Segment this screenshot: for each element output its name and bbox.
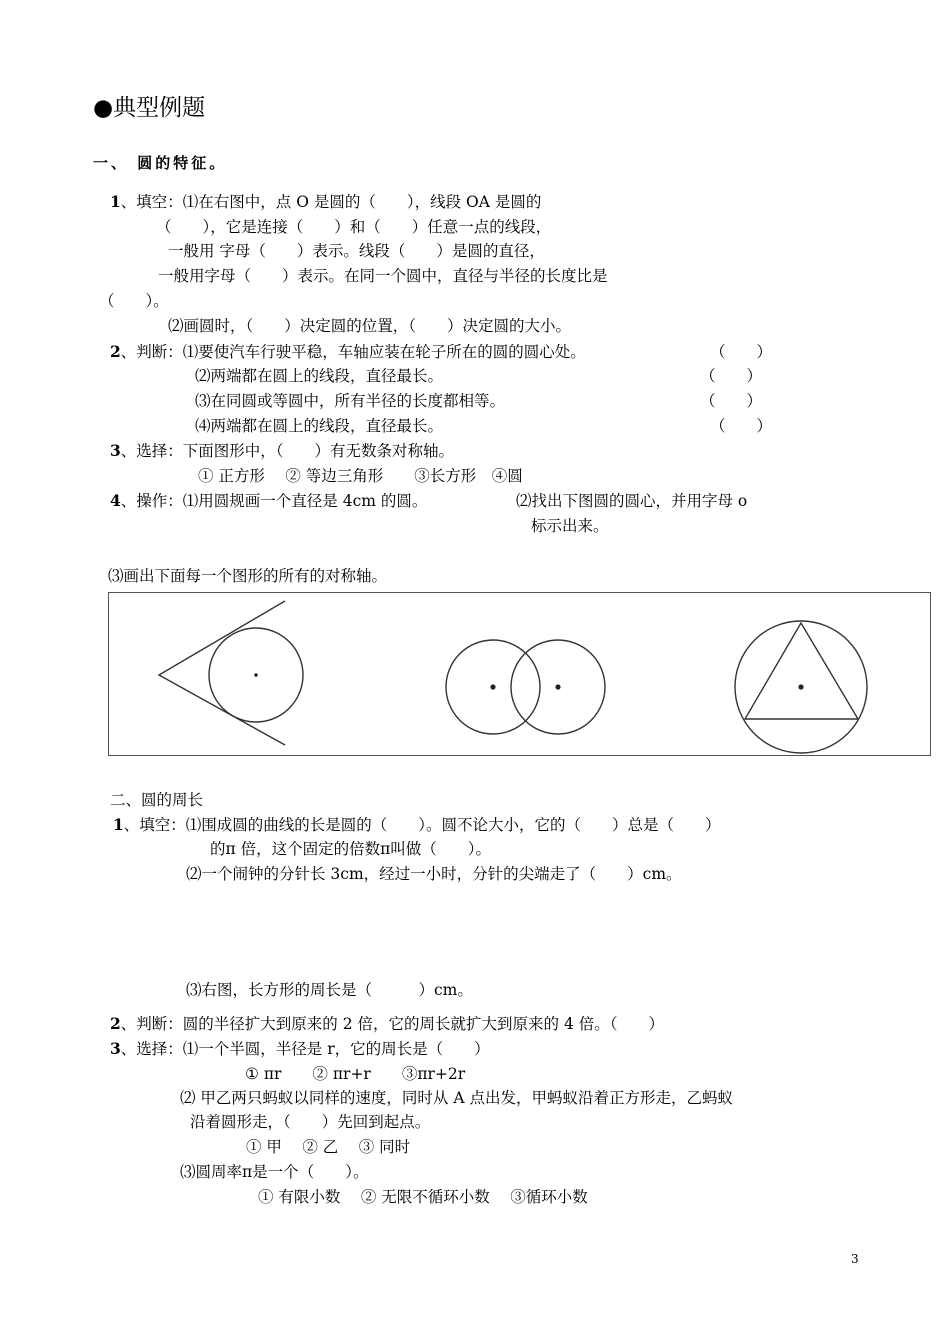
s2-q3-line3: ⑵ 甲乙两只蚂蚁以同样的速度，同时从 A 点出发，甲蚂蚁沿着正方形走，乙蚂蚁 (180, 1089, 733, 1107)
section2-title: 二、圆的周长 (110, 791, 204, 809)
q4-line1b: ⑵找出下图圆的圆心，并用字母 o (516, 492, 748, 510)
q4-line3: ⑶画出下面每一个图形的所有的对称轴。 (108, 567, 388, 585)
q1-line3: 一般用 字母（ ）表示。线段（ ）是圆的直径， (168, 242, 545, 260)
q3-number: 3 (110, 441, 121, 460)
q4-text1: 、操作：⑴用圆规画一个直径是 4cm 的圆。 (120, 492, 428, 510)
s2-q2-line1 (110, 1014, 664, 1034)
s2-q1-text1: 、填空：⑴围成圆的曲线的长是圆的（ ）。圆不论大小，它的（ ）总是（ ） (123, 816, 721, 834)
figure2-left-center-dot (490, 684, 495, 689)
s2-q2-text1: 、判断：圆的半径扩大到原来的 2 倍，它的周长就扩大到原来的 4 倍。（ ） (120, 1015, 664, 1033)
symmetry-figures (108, 592, 931, 756)
q1-text1: 、填空：⑴在右图中，点 O 是圆的（ ），线段 OA 是圆的 (120, 193, 542, 211)
q3-line1 (110, 441, 454, 461)
s2-q2-number: 2 (110, 1014, 121, 1033)
q2-line2: ⑵两端都在圆上的线段，直径最长。 (195, 367, 444, 385)
q3-text1: 、选择：下面图形中，（ ）有无数条对称轴。 (120, 442, 455, 460)
s2-q3-options3: ① 有限小数 ② 无限不循环小数 ③循环小数 (258, 1188, 588, 1206)
s2-q3-line6: ⑶圆周率π是一个（ ）。 (180, 1163, 369, 1181)
s2-q3-options2: ① 甲 ② 乙 ③ 同时 (246, 1138, 411, 1156)
figure3-center-dot (798, 684, 803, 689)
q1-line4: 一般用字母（ ）表示。在同一个圆中，直径与半径的长度比是 (158, 267, 608, 285)
s2-q1-line1 (113, 815, 721, 835)
page-number: 3 (851, 1252, 859, 1266)
q2-text1: 、判断：⑴要使汽车行驶平稳，车轴应装在轮子所在的圆的圆心处。 (120, 343, 586, 361)
q4-line2: 标示出来。 (531, 517, 609, 535)
q2-line4: ⑷两端都在圆上的线段，直径最长。 (195, 417, 444, 435)
s2-q3-text1: 、选择：⑴一个半圆，半径是 r，它的周长是（ ） (120, 1040, 490, 1058)
section1-title: 一、 圆的特征。 (93, 154, 228, 172)
q1-line1 (110, 192, 541, 212)
s2-q3-number: 3 (110, 1039, 121, 1058)
q2-paren3: （ ） (700, 392, 763, 410)
s2-q1-line4: ⑶右图，长方形的周长是（ ）cm。 (186, 981, 473, 999)
q2-line3: ⑶在同圆或等圆中，所有半径的长度都相等。 (195, 392, 506, 410)
figure1-tangents (159, 601, 285, 745)
figure2-right-center-dot (555, 684, 560, 689)
figure3-triangle (745, 623, 858, 719)
q4-line1 (110, 491, 427, 511)
figures-svg (109, 593, 932, 757)
q1-number: 1 (110, 192, 121, 211)
q1-line2: （ ），它是连接（ ）和（ ）任意一点的线段， (156, 218, 552, 236)
section-heading: ●典型例题 (93, 95, 206, 121)
q3-options: ① 正方形 ② 等边三角形 ③长方形 ④圆 (198, 467, 523, 485)
figure1-center-dot (254, 673, 258, 677)
s2-q1-line3: ⑵一个闹钟的分针长 3cm，经过一小时，分针的尖端走了（ ）cm。 (186, 865, 682, 883)
q2-paren2: （ ） (700, 367, 763, 385)
s2-q1-line2: 的π 倍，这个固定的倍数π叫做（ ）。 (210, 840, 492, 858)
q4-number: 4 (110, 491, 121, 510)
q2-paren4: （ ） (710, 417, 773, 435)
q2-number: 2 (110, 342, 121, 361)
q1-line6: ⑵画圆时，（ ）决定圆的位置，（ ）决定圆的大小。 (168, 317, 572, 335)
s2-q3-options1: ① πr ② πr+r ③πr+2r (245, 1065, 466, 1083)
s2-q1-number: 1 (113, 815, 124, 834)
q2-paren1: （ ） (710, 343, 773, 361)
s2-q3-line1 (110, 1039, 490, 1059)
q1-line5: （ ）。 (99, 292, 169, 310)
q2-line1 (110, 342, 586, 362)
s2-q3-line4: 沿着圆形走，（ ）先回到起点。 (190, 1113, 431, 1131)
